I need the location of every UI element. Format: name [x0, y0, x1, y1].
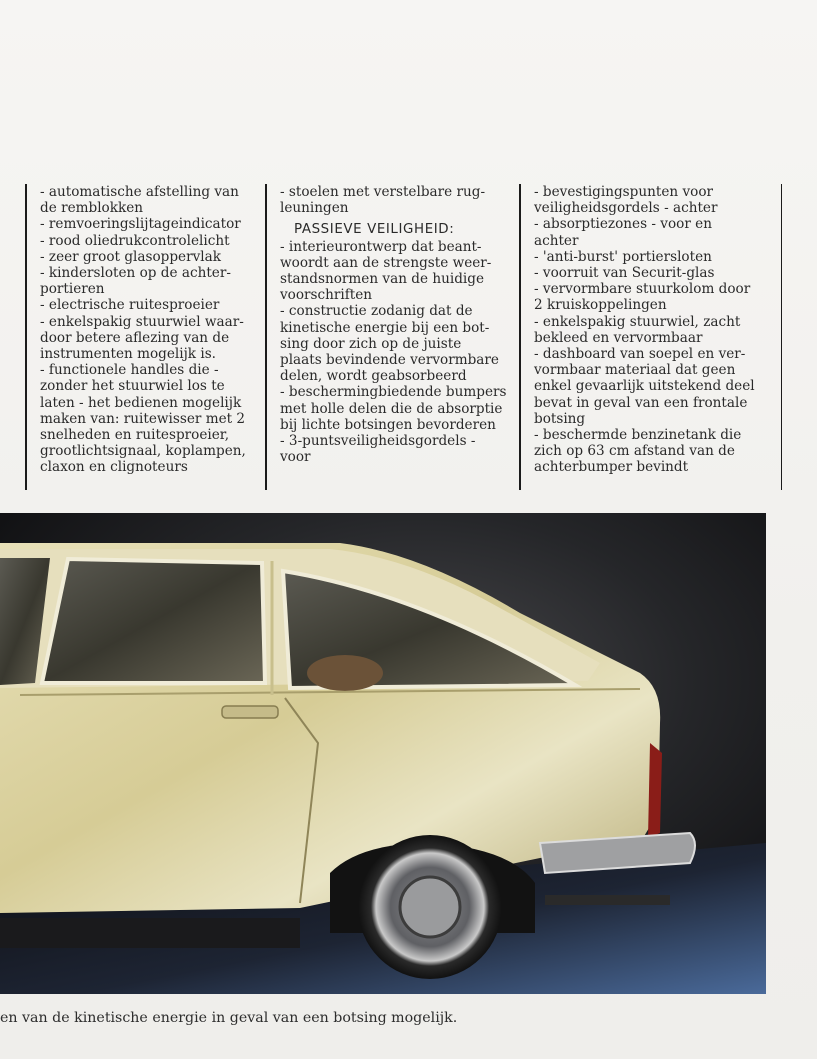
text-line: instrumenten mogelijk is. — [40, 346, 217, 363]
text-line: - voorruit van Securit-glas — [534, 265, 715, 282]
text-line: claxon en clignoteurs — [40, 459, 188, 476]
text-line: - stoelen met verstelbare rug- — [280, 184, 486, 200]
door-handle — [222, 706, 278, 718]
text-line: veiligheidsgordels - achter — [534, 200, 718, 217]
photo-caption: en van de kinetische energie in geval van een botsing mogelijk. — [0, 1010, 458, 1026]
text-column-2 — [265, 184, 520, 490]
text-line: snelheden en ruitesproeier, — [40, 427, 230, 444]
tail-light — [648, 743, 662, 838]
column-2-lines — [280, 239, 520, 466]
text-line: kinetische energie bij een bot- — [280, 319, 490, 336]
text-line: - 'anti-burst' portiersloten — [534, 248, 712, 265]
text-line: bekleed en vervormbaar — [534, 329, 703, 346]
text-line: - interieurontwerp dat beant- — [280, 238, 482, 255]
text-line: - bevestigingspunten voor — [534, 184, 713, 200]
text-line: voor — [280, 449, 311, 466]
text-line: botsing — [534, 410, 586, 427]
seat-headrest — [307, 655, 383, 691]
text-line: - 3-puntsveiligheidsgordels - — [280, 433, 476, 450]
text-line: - enkelspakig stuurwiel waar- — [40, 313, 244, 330]
text-line: door betere aflezing van de — [40, 329, 230, 346]
text-line: - kindersloten op de achter- — [40, 265, 231, 282]
column-rule-3 — [519, 184, 521, 490]
car-illustration — [0, 513, 766, 994]
text-line: 2 kruiskoppelingen — [534, 297, 667, 314]
text-line: enkel gevaarlijk uitstekend deel — [534, 378, 755, 395]
text-line: maken van: ruitewisser met 2 — [40, 410, 246, 427]
text-line: - zeer groot glasoppervlak — [40, 248, 221, 265]
text-line: grootlichtsignaal, koplampen, — [40, 443, 246, 460]
text-line: - absorptiezones - voor en — [534, 216, 712, 233]
text-line: delen, wordt geabsorbeerd — [280, 368, 467, 385]
sill-shadow — [0, 918, 300, 948]
text-line: - rood oliedrukcontrolelicht — [40, 232, 230, 249]
exhaust — [545, 895, 670, 905]
text-line: voorschriften — [280, 287, 373, 304]
text-line: - functionele handles die - — [40, 362, 219, 379]
column-rule-4 — [781, 184, 783, 490]
text-column-3 — [519, 184, 768, 490]
text-line: - enkelspakig stuurwiel, zacht — [534, 313, 741, 330]
text-line: - beschermingbiedende bumpers — [280, 384, 507, 401]
text-line: - vervormbare stuurkolom door — [534, 281, 751, 298]
text-line: woordt aan de strengste weer- — [280, 254, 492, 271]
text-line: de remblokken — [40, 200, 144, 217]
text-line: sing door zich op de juiste — [280, 335, 462, 352]
text-line: leuningen — [280, 200, 349, 217]
column-rule-1 — [25, 184, 27, 490]
text-line: portieren — [40, 281, 105, 298]
text-line: laten - het bedienen mogelijk — [40, 394, 242, 411]
wheel-hub — [400, 877, 460, 937]
text-line: bij lichte botsingen bevorderen — [280, 416, 496, 433]
text-line: plaats bevindende vervormbare — [280, 352, 499, 369]
text-line: - remvoeringslijtageindicator — [40, 216, 241, 233]
text-line: zonder het stuurwiel los te — [40, 378, 225, 395]
car-photo — [0, 513, 766, 994]
text-column-1 — [25, 184, 268, 490]
column-1-lines — [40, 184, 268, 476]
column-2-top-lines — [280, 184, 520, 216]
text-line: - dashboard van soepel en ver- — [534, 346, 746, 363]
column-rule-2 — [265, 184, 267, 490]
text-line: achterbumper bevindt — [534, 459, 689, 476]
text-line: vormbaar materiaal dat geen — [534, 362, 736, 379]
text-line: zich op 63 cm afstand van de — [534, 443, 735, 460]
text-line: bevat in geval van een frontale — [534, 394, 748, 411]
text-line: - beschermde benzinetank die — [534, 427, 742, 444]
text-line: standsnormen van de huidige — [280, 271, 485, 288]
text-line: - electrische ruitesproeier — [40, 297, 220, 314]
text-line: met holle delen die de absorptie — [280, 400, 503, 417]
section-heading-passieve-veiligheid: PASSIEVE VEILIGHEID: — [294, 222, 455, 238]
text-line: - constructie zodanig dat de — [280, 303, 473, 320]
text-line: - automatische afstelling van — [40, 184, 239, 200]
column-3-lines — [534, 184, 768, 476]
rear-door-window — [42, 559, 265, 683]
text-line: achter — [534, 232, 579, 249]
